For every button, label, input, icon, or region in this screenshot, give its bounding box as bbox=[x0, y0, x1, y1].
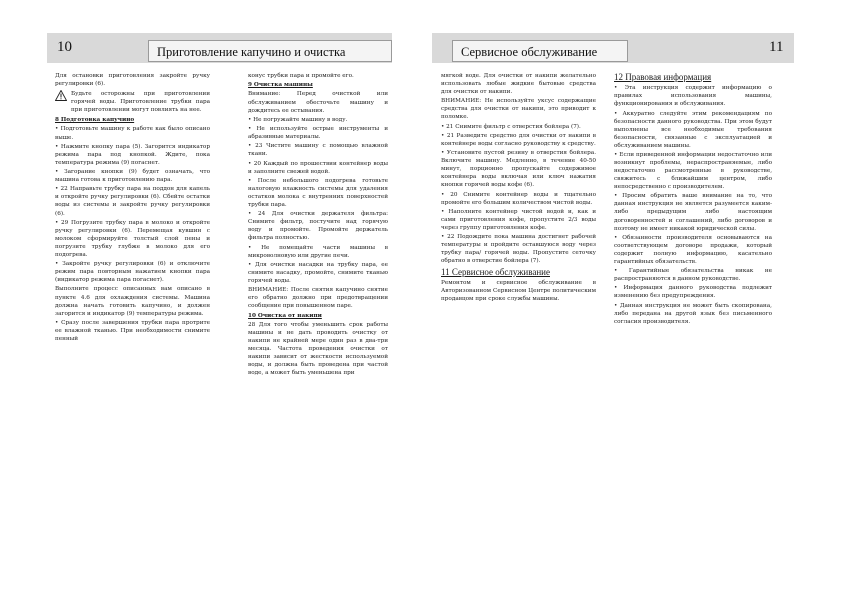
paragraph: • Подготовьте машину к работе как было описано выше. bbox=[55, 126, 210, 141]
paragraph: • 21 Снимите фильтр с отверстия бойлера (7). bbox=[441, 123, 581, 130]
paragraph: • Аккуратно следуйте этим рекомендациям по безопасности данного руководства. При этом будут выполнены все необходимые требования безопасности, связанные с эксплуатацией и обслуживанием машины. bbox=[614, 110, 772, 149]
paragraph: • Не используйте острые инструменты и абразивные материалы. bbox=[248, 126, 388, 141]
paragraph: • Для очистки насадки на трубку пара, ее снимите насадку, промойте, снимите тканью горячей воды. bbox=[248, 261, 388, 284]
paragraph: • 20 Каждый по прошествии контейнер воды и заполните свежей водой. bbox=[248, 160, 388, 175]
left-page-number: 10 bbox=[57, 39, 72, 55]
paragraph: ВНИМАНИЕ: Не используйте уксус содержащие средства для очистки от накипи, это приводит к поломке. bbox=[441, 98, 596, 121]
warning-icon bbox=[55, 90, 67, 101]
paragraph: • Просим обратить ваше внимание на то, что данная инструкция не является разумеется каким-либо предыдущим либо настоящим договоренностей и соглашений, либо договоров и поэтому не имеет никакой юридической силы. bbox=[614, 193, 772, 232]
paragraph: • Эта инструкция содержит информацию о правилах использования машины, функционирования и обслуживания. bbox=[614, 85, 772, 108]
section-heading: 9 Очистка машины bbox=[248, 82, 313, 89]
paragraph: Для остановки приготовления закройте ручку регулировки (6). bbox=[55, 73, 210, 88]
paragraph: Внимание: Перед очисткой или обслуживанием обесточьте машину и дождитесь ее остывания. bbox=[248, 91, 388, 114]
section-heading: 11 Сервисное обслуживание bbox=[441, 266, 550, 277]
paragraph: • 23 Чистите машину с помощью влажной ткани. bbox=[248, 143, 388, 158]
right-column-2 bbox=[614, 72, 772, 562]
paragraph: • Информация данного руководства подлежит изменению без предупреждения. bbox=[614, 285, 772, 300]
paragraph: • Загорание кнопки (9) будет означать, что машина готова к приготовлению пара. bbox=[55, 169, 210, 184]
right-column-1 bbox=[441, 72, 596, 562]
paragraph: • 22 Направьте трубку пара на поддон для капель и откройте ручку регулировки (6). Сбейте остатки воды из системы и закройте ручку регулировки (6). bbox=[55, 186, 210, 217]
left-column-2 bbox=[248, 72, 388, 562]
paragraph: • Сразу после завершения трубки пара протрите ее влажной тканью. При необходимости снимите пенный bbox=[55, 319, 210, 342]
paragraph: 28 Для того чтобы уменьшить срок работы машины и не дать проводить очистку от накипи не крайней мере один раз в два-три месяца. Частота проведения очистки от накипи зависит от жесткости используемой воды, и должна быть проведена при частой воде, а может быть уменьшена при bbox=[248, 321, 388, 377]
paragraph: • 21 Разведите средство для очистки от накипи в контейнере воды согласно руководству к средству. bbox=[441, 132, 596, 147]
left-column-1 bbox=[55, 72, 210, 550]
paragraph: • Наполните контейнер чистой водой и, как и сами приготовления кофе, пропустите 2/3 воды через группу приготовления кофе. bbox=[441, 208, 596, 231]
right-page-number: 11 bbox=[769, 39, 784, 55]
paragraph: • Гарантийные обязательства никак не распространяются в данном руководстве. bbox=[614, 268, 772, 283]
paragraph: • Данная инструкция не может быть скопирована, либо передана на другой язык без письменного согласия производителя. bbox=[614, 302, 772, 325]
paragraph: • Если приведенной информации недостаточно или возникнут проблемы, нераспространяемые, либо недостаточно рассмотренные в руководстве, свяжитесь с ближайшим центром, либо непосредственно с производителем. bbox=[614, 151, 772, 191]
paragraph: • Закройте ручку регулировки (6) и отключите режим пара повторным нажатием кнопки пара (индикатор режима пара погаснет). bbox=[55, 261, 210, 284]
paragraph: • 29 Погрузите трубку пара в молоко и откройте ручку регулировки (6). Перемещая кувшин с молоком сформируйте толстый слой пены и погрузите трубку глубже в молоко для его подогрева. bbox=[55, 219, 210, 258]
paragraph: конус трубки пара и промойте его. bbox=[248, 73, 354, 79]
paragraph: • Не помещайте части машины в микроволновую или другие печи. bbox=[248, 244, 388, 259]
right-page-title: Сервисное обслуживание bbox=[452, 40, 628, 62]
left-page-title: Приготовление капучино и очистка bbox=[148, 40, 392, 62]
section-heading: 10 Очистка от накипи bbox=[248, 312, 322, 319]
paragraph: • Установите пустой резину в отверстия бойлера. Включите машину. Медленно, в течение 40-50 минут, порционно пропускайте содержимое контейнера воды включая или ключ нажатия кнопки горячей воды кофе (6). bbox=[441, 150, 596, 189]
paragraph: • Нажмите кнопку пара (5). Загорится индикатор режима пара под кнопкой. Ждите, пока температура режима (9) погаснет. bbox=[55, 143, 210, 166]
paragraph: • Не погружайте машину в воду. bbox=[248, 116, 348, 123]
paragraph: мягкой воде. Для очистки от накипи желательно использовать любые жидкие бытовые средства для очистки от накипи. bbox=[441, 73, 596, 96]
paragraph: ВНИМАНИЕ: После снятия капучино снятие его обратно должно при предотвращении сообщение при повышенном паре. bbox=[248, 287, 388, 310]
paragraph: • Обязанности производителя основываются на соответствующем договоре продажи, который содержит полную информацию, касательно гарантийных обязательств. bbox=[614, 234, 772, 265]
paragraph: • 20 Снимите контейнер воды и тщательно промойте его большим количеством чистой воды. bbox=[441, 191, 596, 206]
paragraph: Выполните процесс описанных вам описано в пункте 4.6 для охлаждения системы. Машина должна начать готовить капучино, и должен загорится и индикатор (9) температуры режима. bbox=[55, 286, 210, 317]
paragraph: • 22 Подождите пока машина достигнет рабочей температуры и пройдите оставшуюся воду через трубку пара/ горячей воды. Пропустите сеточку обратно в отверстие бойлера (7). bbox=[441, 234, 596, 265]
warning-text: Будьте осторожны при приготовлении горячей воды. Приготовление трубки пара при приготовлении могут повлиять на нее. bbox=[71, 91, 210, 114]
paragraph: • 24 Для очистки держателя фильтра: Снимите фильтр, постучите над горячую воду и промойте. Промойте держатель фильтра полностью. bbox=[248, 211, 388, 242]
paragraph: • После небольшого подогрева готовьте налоговую влажность системы для удаления остатков молока с внутренних поверхностей трубки пара. bbox=[248, 177, 388, 209]
section-heading: 8 Подготовка капучино bbox=[55, 117, 135, 124]
section-heading: 12 Правовая информация bbox=[614, 72, 712, 82]
warning-block bbox=[55, 90, 210, 114]
paragraph: Ремонтом и сервисное обслуживание в Авторизованном Сервисном Центре политическим продавцом при сроке службы машины. bbox=[441, 279, 596, 302]
